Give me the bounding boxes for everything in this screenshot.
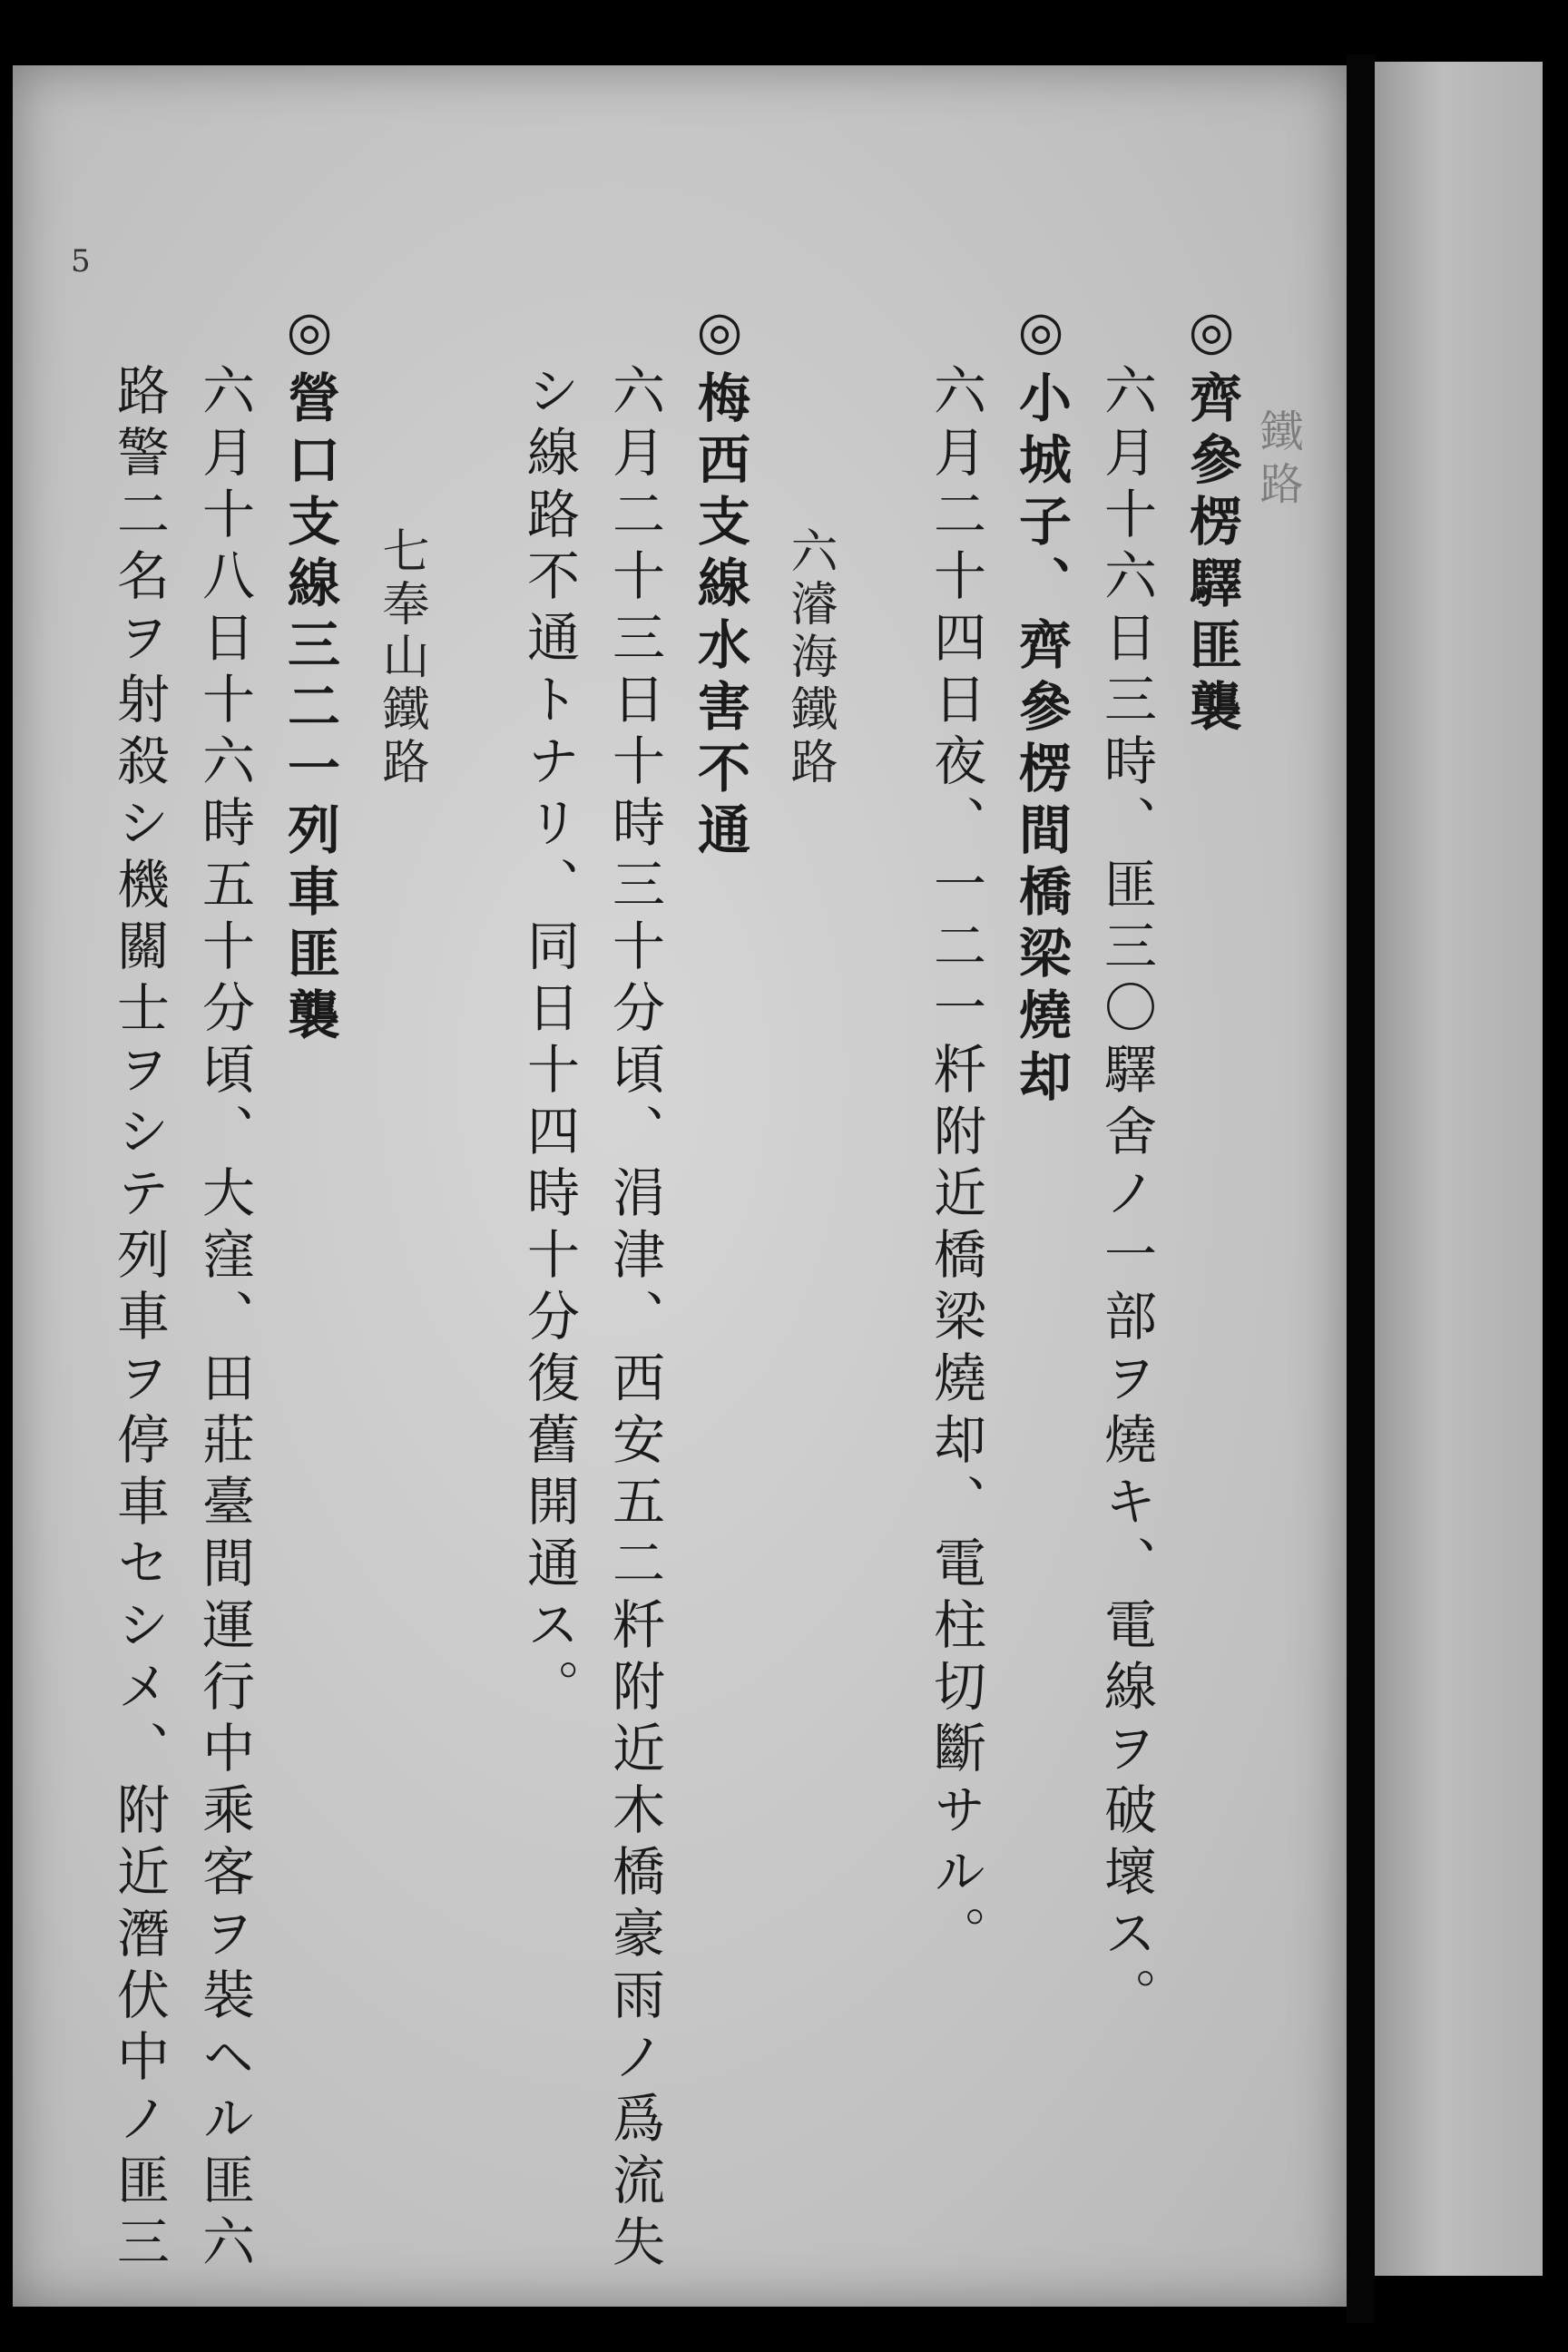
heading-yingkou-branch-attack: ◎營口支線三二一列車匪襲 bbox=[279, 299, 340, 1049]
body-line-4: シ線路不通トナリ、同日十四時十分復舊開通ス。 bbox=[518, 363, 580, 1720]
adjacent-page-edge bbox=[1375, 62, 1543, 2276]
section-title-fengshan-railway: 七奉山鐵路 bbox=[374, 526, 428, 789]
faint-running-header: 鐵路 bbox=[1252, 408, 1303, 514]
heading-bridge-burned: ◎小城子、齊參楞間橋梁燒却 bbox=[1010, 299, 1072, 1111]
body-line-3: 六月二十三日十時三十分頃、涓津、西安五二粁附近木橋豪雨ノ爲流失 bbox=[603, 363, 665, 2276]
body-line-5: 六月十八日十六時五十分頃、大窪、田莊臺間運行中乘客ヲ裝ヘル匪六 bbox=[193, 363, 255, 2276]
page-number: 5 bbox=[71, 243, 91, 279]
heading-qicanleng-bandit-attack: ◎齊參楞驛匪襲 bbox=[1181, 299, 1242, 740]
book-binding bbox=[1347, 54, 1375, 2323]
body-line-6: 路警二名ヲ射殺シ機關士ヲシテ列車ヲ停車セシメ、附近潛伏中ノ匪三 bbox=[108, 363, 170, 2276]
heading-meixi-branch-flood: ◎梅西支線水害不通 bbox=[689, 299, 750, 864]
body-line-1: 六月十六日三時、匪三〇驛舍ノ一部ヲ燒キ、電線ヲ破壞ス。 bbox=[1095, 363, 1157, 2029]
section-title-jihai-railway: 六濬海鐵路 bbox=[782, 526, 837, 789]
body-line-2: 六月二十四日夜、一二一粁附近橋梁燒却、電柱切斷サル。 bbox=[925, 363, 986, 1967]
